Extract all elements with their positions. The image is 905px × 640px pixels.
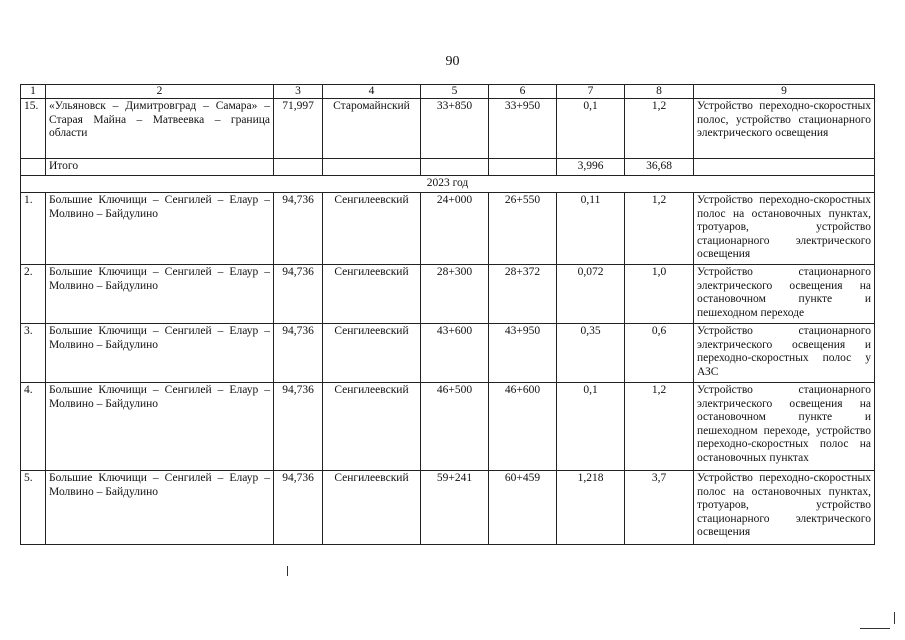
start-km: 24+000 (421, 193, 489, 265)
header-cell: 7 (557, 85, 625, 99)
road-length: 94,736 (274, 471, 323, 545)
row-number: 4. (21, 383, 46, 471)
route-name: Большие Ключищи – Сенгилей – Елаур – Молвино – Байдулино (46, 193, 274, 265)
table-row (21, 265, 875, 324)
work-description: Устройство стационарного электрического освещения на остановочном пункте и пешеходном переходе (694, 265, 875, 324)
table-row (21, 324, 875, 383)
end-km: 60+459 (489, 471, 557, 545)
end-km: 26+550 (489, 193, 557, 265)
row-number: 15. (21, 99, 46, 159)
work-description: Устройство стационарного электрического освещения и переходно-скоростных полос у АЗС (694, 324, 875, 383)
total-km: 3,996 (557, 159, 625, 176)
table-row (21, 471, 875, 545)
end-km: 28+372 (489, 265, 557, 324)
cost: 3,7 (625, 471, 694, 545)
table-row (21, 193, 875, 265)
header-cell: 8 (625, 85, 694, 99)
total-label: Итого (46, 159, 274, 176)
route-name: Большие Ключищи – Сенгилей – Елаур – Молвино – Байдулино (46, 383, 274, 471)
road-length: 71,997 (274, 99, 323, 159)
header-cell: 9 (694, 85, 875, 99)
header-cell: 4 (323, 85, 421, 99)
total-row (21, 159, 875, 176)
header-cell: 6 (489, 85, 557, 99)
row-number: 3. (21, 324, 46, 383)
end-km: 33+950 (489, 99, 557, 159)
cost: 1,0 (625, 265, 694, 324)
table-row (21, 99, 875, 159)
start-km: 28+300 (421, 265, 489, 324)
work-description: Устройство стационарного электрического освещения на остановочном пункте и пешеходном переходе, устройство переходно-скоростных полос на остановочных пунктах (694, 383, 875, 471)
end-km: 46+600 (489, 383, 557, 471)
district: Сенгилеевский (323, 471, 421, 545)
row-number: 5. (21, 471, 46, 545)
route-name: Большие Ключищи – Сенгилей – Елаур – Молвино – Байдулино (46, 471, 274, 545)
road-length: 94,736 (274, 265, 323, 324)
district: Сенгилеевский (323, 324, 421, 383)
cost: 1,2 (625, 193, 694, 265)
cost: 0,6 (625, 324, 694, 383)
row-number: 1. (21, 193, 46, 265)
year-label: 2023 год (21, 176, 875, 193)
work-description: Устройство переходно-скоростных полос на остановочных пунктах, тротуаров, устройство стационарного электрического освещения (694, 471, 875, 545)
header-row (21, 85, 875, 99)
section-length: 0,11 (557, 193, 625, 265)
start-km: 33+850 (421, 99, 489, 159)
work-description: Устройство переходно-скоростных полос на остановочных пунктах, тротуаров, устройство стационарного электрического освещения (694, 193, 875, 265)
district: Сенгилеевский (323, 193, 421, 265)
section-length: 1,218 (557, 471, 625, 545)
section-length: 0,1 (557, 99, 625, 159)
route-name: Большие Ключищи – Сенгилей – Елаур – Молвино – Байдулино (46, 265, 274, 324)
district: Сенгилеевский (323, 265, 421, 324)
route-name: «Ульяновск – Димитровград – Самара» – Старая Майна – Матвеевка – граница области (46, 99, 274, 159)
scan-mark (894, 612, 895, 624)
district: Старомайнский (323, 99, 421, 159)
total-cost: 36,68 (625, 159, 694, 176)
header-cell: 2 (46, 85, 274, 99)
work-description: Устройство переходно-скоростных полос, устройство стационарного электрического освещения (694, 99, 875, 159)
data-table (20, 84, 875, 545)
start-km: 59+241 (421, 471, 489, 545)
route-name: Большие Ключищи – Сенгилей – Елаур – Молвино – Байдулино (46, 324, 274, 383)
section-length: 0,1 (557, 383, 625, 471)
page-number: 90 (445, 54, 460, 69)
start-km: 46+500 (421, 383, 489, 471)
road-length: 94,736 (274, 193, 323, 265)
header-cell: 5 (421, 85, 489, 99)
section-length: 0,072 (557, 265, 625, 324)
end-km: 43+950 (489, 324, 557, 383)
scan-mark (287, 566, 288, 576)
cost: 1,2 (625, 383, 694, 471)
row-number: 2. (21, 265, 46, 324)
road-length: 94,736 (274, 383, 323, 471)
section-length: 0,35 (557, 324, 625, 383)
start-km: 43+600 (421, 324, 489, 383)
header-cell: 1 (21, 85, 46, 99)
scan-mark (860, 628, 890, 629)
district: Сенгилеевский (323, 383, 421, 471)
header-cell: 3 (274, 85, 323, 99)
cost: 1,2 (625, 99, 694, 159)
year-row (21, 176, 875, 193)
table-row (21, 383, 875, 471)
road-length: 94,736 (274, 324, 323, 383)
